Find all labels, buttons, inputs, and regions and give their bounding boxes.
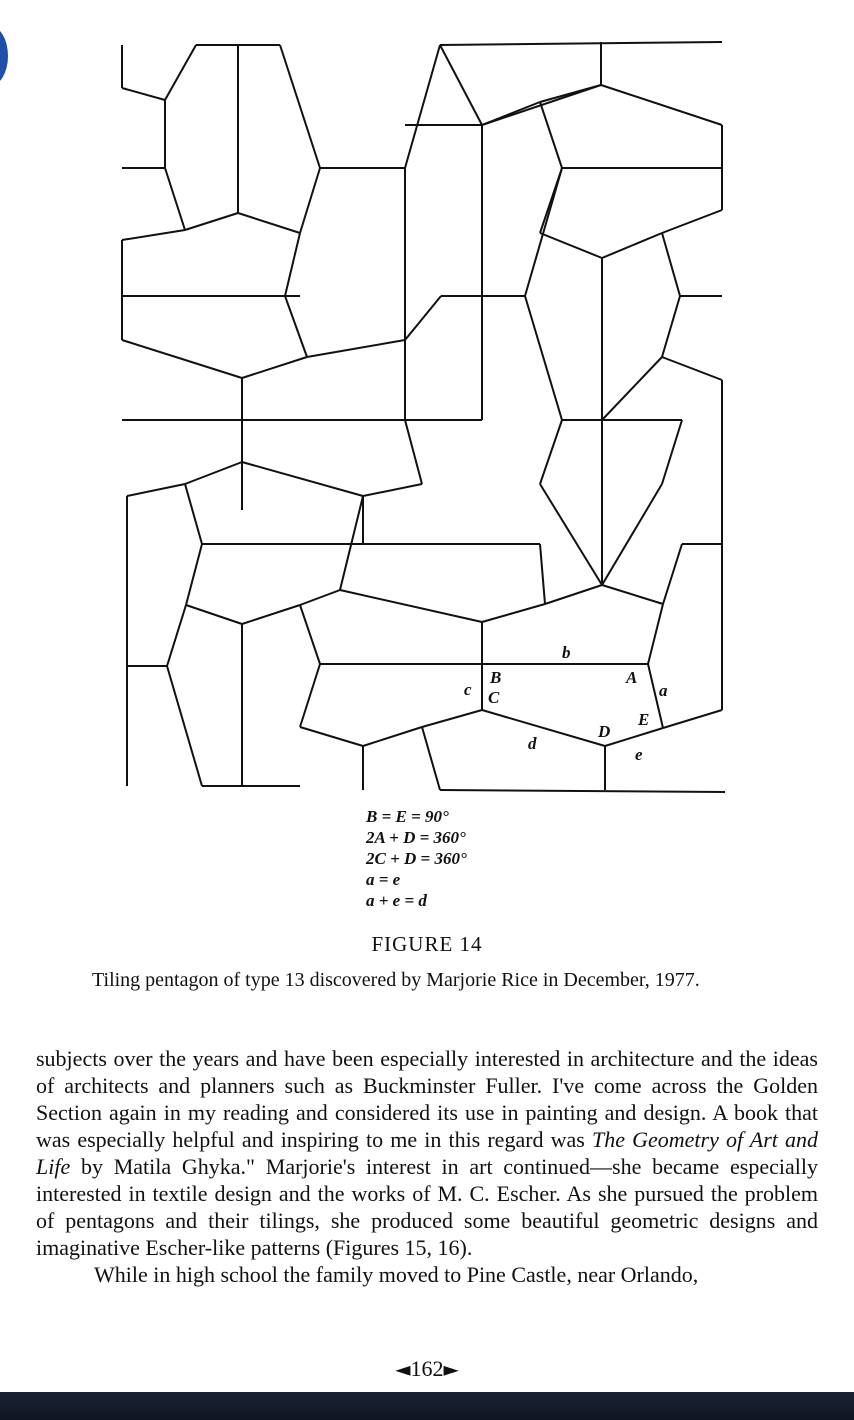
tile-edge xyxy=(186,605,242,624)
vertex-label-D: D xyxy=(598,722,611,741)
edge-label-c: c xyxy=(464,680,472,699)
tile-edge xyxy=(440,42,722,45)
paragraph-text: by Matila Ghyka." Marjorie's interest in art continued—she became especially interested in textile design and the works of M. C. Escher. As she pursued the problem of pentagons and their tilings, she produced some beautiful geometric designs and imaginative Escher-like patterns (Figures 15, 16). xyxy=(36,1154,818,1260)
tile-edge xyxy=(185,484,202,544)
tile-edge xyxy=(482,102,540,125)
tile-edge xyxy=(340,590,482,622)
tile-edge xyxy=(165,168,185,230)
equation: a + e = d xyxy=(366,891,427,910)
tile-edge xyxy=(165,45,196,100)
book-title: The Geometry of Art and Life xyxy=(36,1127,818,1179)
tile-edge xyxy=(540,544,545,604)
figure-caption: Tiling pentagon of type 13 discovered by Marjorie Rice in December, 1977. xyxy=(92,969,700,991)
tile-edge xyxy=(122,340,242,378)
tile-edge xyxy=(307,340,405,357)
tile-edge xyxy=(242,462,363,496)
tile-edge xyxy=(300,168,320,233)
tile-edge xyxy=(540,420,562,484)
right-ornament-icon: ► xyxy=(443,1357,459,1381)
paragraph xyxy=(36,1045,818,1261)
vertex-label-B: B xyxy=(490,668,502,687)
equation: 2C + D = 360° xyxy=(366,849,467,868)
tile-edge xyxy=(602,585,663,604)
tile-edge xyxy=(167,605,186,666)
left-ornament-icon: ◄ xyxy=(395,1357,411,1381)
tile-edge xyxy=(122,230,185,240)
tile-edge xyxy=(662,296,680,357)
tile-edge xyxy=(602,233,662,258)
figure-title: FIGURE 14 xyxy=(371,932,483,956)
edge-label-e: e xyxy=(635,745,643,764)
tile-edge xyxy=(300,664,320,727)
tile-edge xyxy=(662,233,680,296)
tile-edge xyxy=(482,710,605,746)
tile-edge xyxy=(185,462,242,484)
tile-edge xyxy=(440,45,482,125)
tile-edge xyxy=(605,728,663,746)
tile-edge xyxy=(238,213,300,233)
tile-edge xyxy=(363,484,422,496)
tile-edge xyxy=(601,85,722,125)
tile-edge xyxy=(540,102,562,168)
tile-edge xyxy=(663,544,682,604)
tile-edge xyxy=(440,790,725,792)
tile-edge xyxy=(540,168,562,233)
edge-label-b: b xyxy=(562,643,571,662)
tile-edge xyxy=(525,296,562,420)
tile-edge xyxy=(300,590,340,605)
tile-edge xyxy=(663,710,722,728)
tile-edge xyxy=(127,484,185,496)
scan-bottom-edge xyxy=(0,1392,854,1420)
tile-edge xyxy=(422,727,440,790)
vertex-label-C: C xyxy=(488,688,500,707)
tile-edge xyxy=(545,585,602,604)
vertex-label-E: E xyxy=(638,710,650,729)
tile-edge xyxy=(662,420,682,484)
angle-equations xyxy=(366,806,467,911)
tile-edge xyxy=(280,45,320,168)
tile-edge xyxy=(648,604,663,664)
tile-edge xyxy=(405,45,440,168)
paragraph: While in high school the family moved to Pine Castle, near Orlando, xyxy=(94,1262,699,1287)
page-number: 162 xyxy=(410,1356,444,1381)
equation: B = E = 90° xyxy=(366,807,449,826)
tile-edge xyxy=(405,420,422,484)
tile-edge xyxy=(662,210,722,233)
tile-edge xyxy=(300,605,320,664)
tile-edge xyxy=(242,605,300,624)
tile-edge xyxy=(285,296,307,357)
tile-edge xyxy=(285,233,300,296)
body-text xyxy=(36,1045,818,1288)
tile-edge xyxy=(363,727,422,746)
tile-edge xyxy=(186,544,202,605)
tile-edge xyxy=(662,357,722,380)
equation: 2A + D = 360° xyxy=(366,828,466,847)
tile-edge xyxy=(482,604,545,622)
tile-edge xyxy=(602,484,662,585)
tile-edge xyxy=(422,710,482,727)
tile-edge xyxy=(242,357,307,378)
equation: a = e xyxy=(366,870,401,889)
tile-edge xyxy=(300,727,363,746)
page-footer xyxy=(0,1356,854,1382)
vertex-label-A: A xyxy=(626,668,638,687)
tile-edge xyxy=(540,233,602,258)
tile-edge xyxy=(185,213,238,230)
tile-edge xyxy=(122,88,165,100)
edge-label-a: a xyxy=(659,681,668,700)
tile-edge xyxy=(405,296,441,340)
paragraph-text: subjects over the years and have been especially interested in architecture and the ideas of architects and planners such as Buckminster Fuller. I've come across the Golden Section again in my reading and considered its use in painting and design. A book that was especially helpful and inspiring to me in this regard was xyxy=(36,1046,818,1152)
tile-edge xyxy=(602,357,662,420)
tile-edge xyxy=(540,85,601,102)
tile-edge xyxy=(167,666,202,786)
tile-edge xyxy=(540,484,602,585)
edge-label-d: d xyxy=(528,734,537,753)
